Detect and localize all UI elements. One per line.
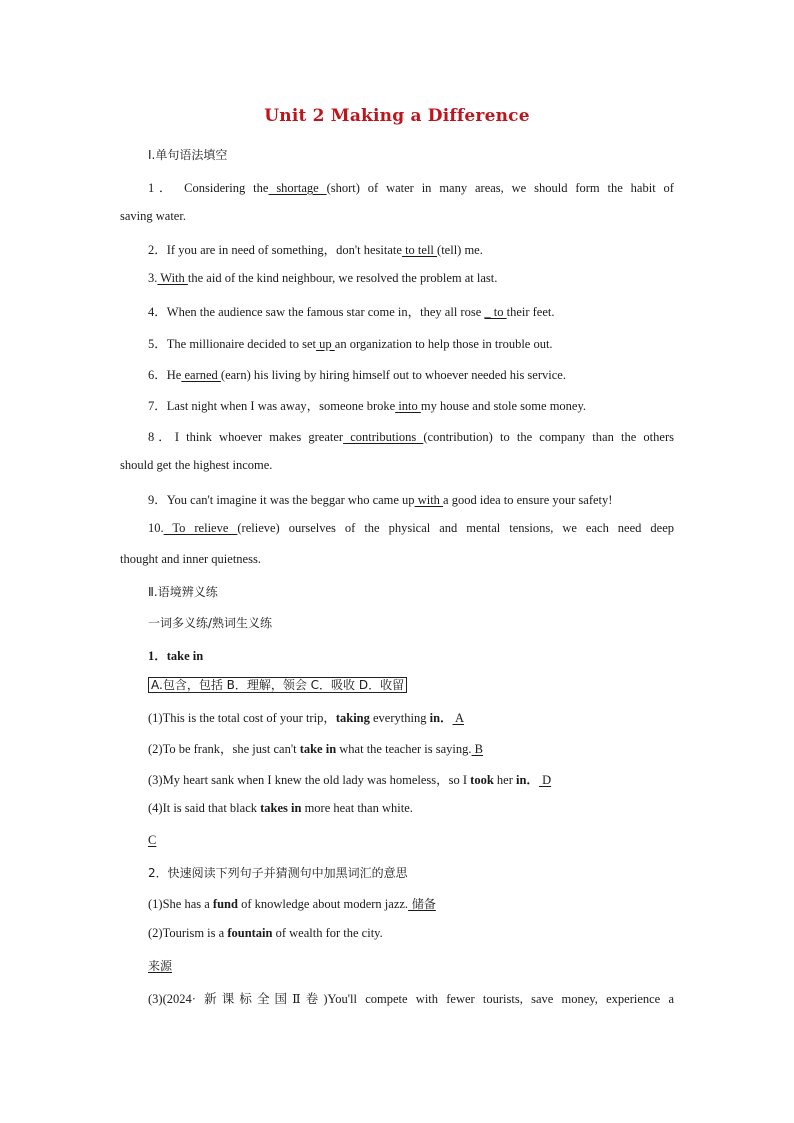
item-1-sentence-4-answer <box>148 833 156 848</box>
answer-blank: contributions <box>343 430 424 444</box>
answer-blank: to tell <box>401 243 438 257</box>
item-2-sentence-2: (2)Tourism is a fountain of wealth for the city. <box>148 926 383 940</box>
item-1-sentence-4: (4)It is said that black takes in more heat than white. <box>148 801 413 815</box>
question-8: 8．I think whoever makes greater contributions (contribution) to the company than the others <box>148 430 674 444</box>
section-2-heading: Ⅱ.语境辨义练 <box>148 585 218 599</box>
question-5: 5．The millionaire decided to set up an organization to help those in trouble out. <box>148 337 553 351</box>
question-7: 7．Last night when I was away，someone broke into my house and stole some money. <box>148 399 587 413</box>
section-2-subheading: 一词多义练/熟词生义练 <box>148 616 273 630</box>
answer-blank: earned <box>181 368 221 382</box>
answer-blank: 来源 <box>148 959 173 973</box>
answer-blank: A <box>452 711 464 725</box>
answer-blank: D <box>538 773 552 787</box>
question-8-cont: should get the highest income. <box>120 458 273 472</box>
item-1-title: 1．take in <box>148 649 204 663</box>
question-4: 4．When the audience saw the famous star come in，they all rose _ to their feet. <box>148 305 555 319</box>
item-2-title: 2．快速阅读下列句子并猜测句中加黑词汇的意思 <box>148 866 408 880</box>
answer-blank: into <box>395 399 421 413</box>
question-3: 3. With the aid of the kind neighbour, we resolved the problem at last. <box>148 271 498 285</box>
question-9: 9．You can't imagine it was the beggar who came up with a good idea to ensure your safety! <box>148 493 613 507</box>
answer-blank: 储备 <box>408 897 436 911</box>
question-6: 6．He earned (earn) his living by hiring himself out to whoever needed his service. <box>148 368 566 382</box>
item-2-sentence-1: (1)She has a fund of knowledge about modern jazz. 储备 <box>148 897 436 911</box>
question-1-cont: saving water. <box>120 209 186 223</box>
item-1-sentence-2: (2)To be frank，she just can't take in what the teacher is saying. B <box>148 742 483 756</box>
item-1-sentence-3: (3)My heart sank when I knew the old lady was homeless，so I took her in． D <box>148 773 552 787</box>
item-1-sentence-1: (1)This is the total cost of your trip，taking everything in． A <box>148 711 464 725</box>
section-1-heading: Ⅰ.单句语法填空 <box>148 148 228 162</box>
question-1: 1． Considering the shortage (short) of water in many areas, we should form the habit of <box>148 181 674 195</box>
question-10: 10. To relieve (relieve) ourselves of the physical and mental tensions, we each need deep <box>148 521 674 535</box>
item-2-sentence-3: (3)(2024· 新课标全国Ⅱ卷)You'll compete with fewer tourists, save money, experience a <box>148 992 674 1006</box>
answer-blank: To relieve <box>163 521 238 535</box>
page-title: Unit 2 Making a Difference <box>264 106 530 126</box>
answer-blank: C <box>148 833 157 847</box>
answer-blank: up <box>316 337 335 351</box>
answer-blank: shortage <box>268 181 327 195</box>
answer-blank: with <box>414 493 444 507</box>
question-10-cont: thought and inner quietness. <box>120 552 261 566</box>
question-2: 2．If you are in need of something，don't hesitate to tell (tell) me. <box>148 243 483 257</box>
answer-blank: B <box>471 742 483 756</box>
answer-blank: _ to <box>484 305 507 319</box>
answer-blank: With <box>157 271 188 285</box>
item-2-sentence-2-answer <box>148 957 172 974</box>
options-box: A.包含，包括 B．理解，领会 C．吸收 D．收留 <box>148 677 407 693</box>
item-1-options <box>148 676 407 693</box>
